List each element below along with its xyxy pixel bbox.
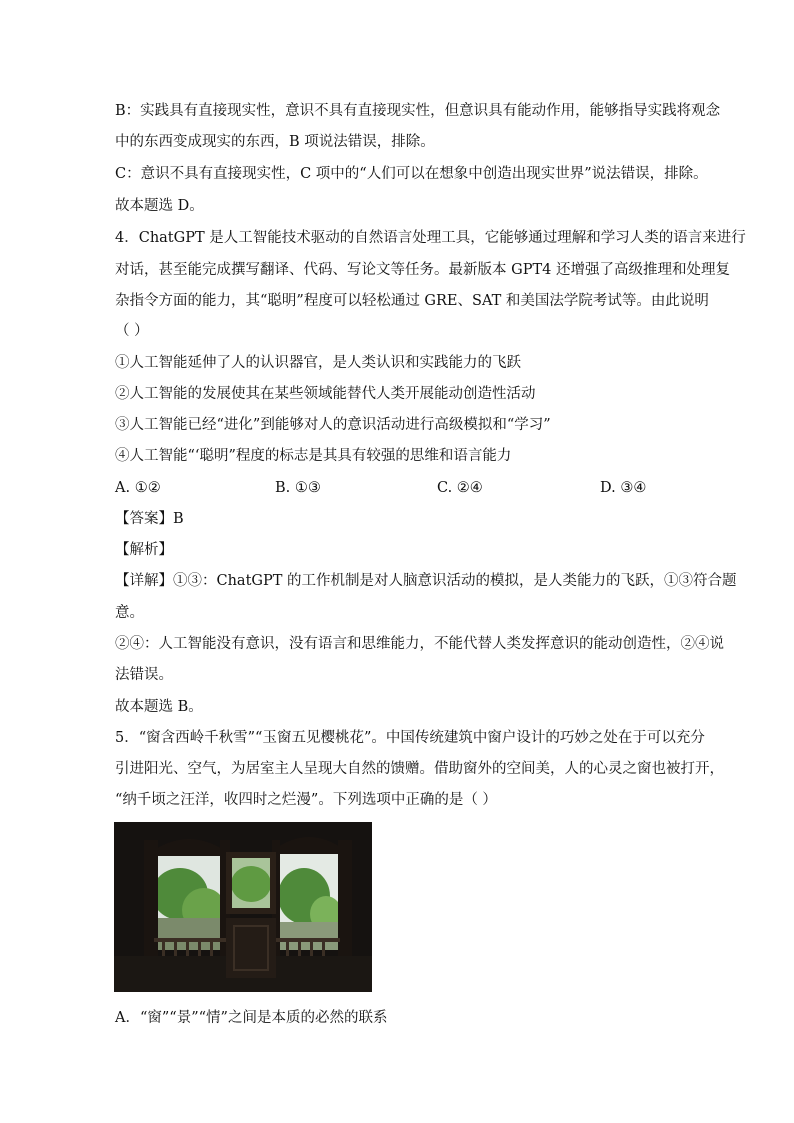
question-4-stem: 4．ChatGPT 是人工智能技术驱动的自然语言处理工具，它能够通过理解和学习人类的语言来进行 bbox=[115, 230, 746, 246]
text-line: 引进阳光、空气，为居室主人呈现大自然的馈赠。借助窗外的空间美，人的心灵之窗也被打开， bbox=[115, 761, 724, 777]
text-line: 法错误。 bbox=[115, 667, 173, 683]
text-line: 故本题选 D。 bbox=[115, 198, 204, 214]
text-line: 杂指令方面的能力，其“聪明”程度可以轻松通过 GRE、SAT 和美国法学院考试等。由此说明 bbox=[115, 293, 709, 309]
detail-explanation: 【详解】①③：ChatGPT 的工作机制是对人脑意识活动的模拟，是人类能力的飞跃，①③符合题 bbox=[115, 573, 737, 589]
question-5-option-a: A．“窗”“景”“情”之间是本质的必然的联系 bbox=[115, 1010, 388, 1026]
statement-1: ①人工智能延伸了人的认识器官，是人类认识和实践能力的飞跃 bbox=[115, 355, 521, 371]
text-line: C：意识不具有直接现实性，C 项中的“人们可以在想象中创造出现实世界”说法错误，排除。 bbox=[115, 166, 708, 182]
text-line: 故本题选 B。 bbox=[115, 699, 203, 715]
text-line: “纳千顷之汪洋，收四时之烂漫”。下列选项中正确的是（ ） bbox=[115, 792, 497, 808]
answer-blank: （ ） bbox=[115, 323, 149, 339]
option-c: C. ②④ bbox=[437, 480, 483, 496]
window-garden-illustration bbox=[114, 822, 372, 992]
text-line: 意。 bbox=[115, 605, 144, 621]
window-garden-photo bbox=[114, 822, 372, 992]
option-a: A. ①② bbox=[115, 480, 161, 496]
question-5-stem: 5．“窗含西岭千秋雪”“玉窗五见樱桃花”。中国传统建筑中窗户设计的巧妙之处在于可以充分 bbox=[115, 730, 705, 746]
statement-4: ④人工智能“‘聪明”程度的标志是其具有较强的思维和语言能力 bbox=[115, 448, 512, 464]
text-line: B：实践具有直接现实性，意识不具有直接现实性，但意识具有能动作用，能够指导实践将观念 bbox=[115, 103, 721, 119]
text-line: 对话，甚至能完成撰写翻译、代码、写论文等任务。最新版本 GPT4 还增强了高级推理和处理复 bbox=[115, 262, 730, 278]
analysis-label: 【解析】 bbox=[115, 542, 173, 558]
option-d: D. ③④ bbox=[600, 480, 647, 496]
answer-label: 【答案】B bbox=[115, 511, 184, 527]
text-line: ②④：人工智能没有意识，没有语言和思维能力，不能代替人类发挥意识的能动创造性，②④说 bbox=[115, 636, 724, 652]
text-line: 中的东西变成现实的东西，B 项说法错误，排除。 bbox=[115, 134, 435, 150]
statement-3: ③人工智能已经“进化”到能够对人的意识活动进行高级模拟和“学习” bbox=[115, 417, 551, 433]
statement-2: ②人工智能的发展使其在某些领域能替代人类开展能动创造性活动 bbox=[115, 386, 536, 402]
option-b: B. ①③ bbox=[275, 480, 321, 496]
